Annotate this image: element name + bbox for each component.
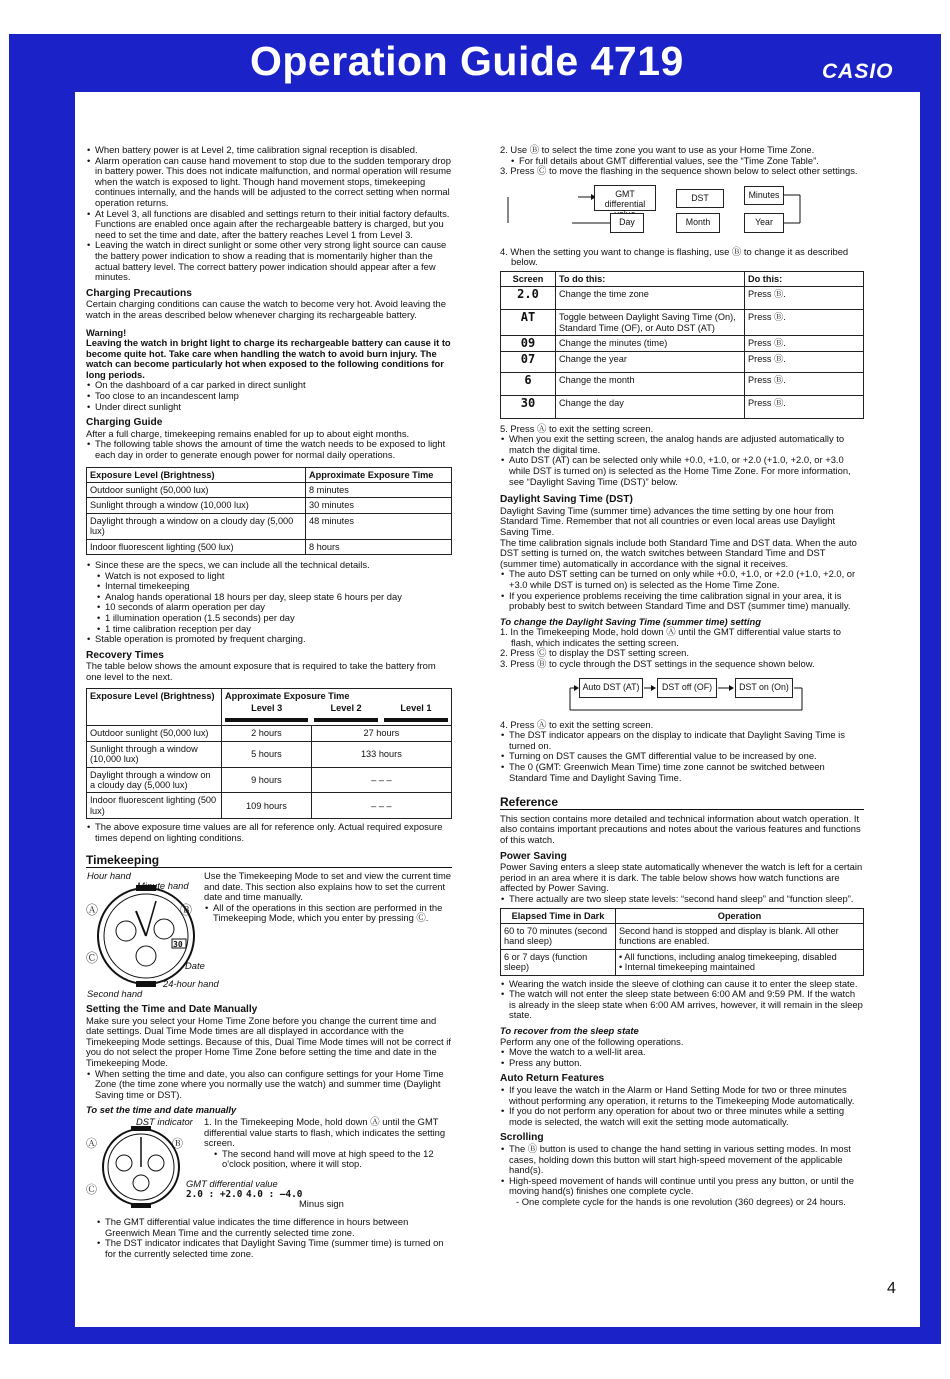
table-cell: Press Ⓑ. bbox=[745, 310, 864, 336]
screen-display: 30 bbox=[501, 395, 556, 418]
button-a-icon: Ⓐ bbox=[86, 903, 99, 918]
recover-subheading: To recover from the sleep state bbox=[500, 1024, 639, 1036]
paragraph: Make sure you select your Home Time Zone before you change the current time and date settings. Dual Time Mode times are all displayed in accordance with the Timekeeping Mode settings. Because of this, Dual Time Mode times will not be correct if you do not select the proper Home Time Zone before setting the time and date in the Timekeeping Mode. bbox=[86, 1014, 451, 1068]
list-item: • The DST indicator appears on the display to indicate that Daylight Saving Time is turned on. bbox=[509, 730, 864, 751]
set-time-step1 bbox=[204, 1117, 452, 1170]
right-column bbox=[500, 145, 864, 1207]
table-row bbox=[501, 395, 864, 418]
list-item: • The watch will not enter the sleep state between 6:00 AM and 9:59 PM. If the watch is already in the sleep state when 6:00 AM arrives, however, it will remain in the sleep state. bbox=[509, 989, 864, 1021]
warning-bullets bbox=[86, 380, 452, 412]
table-cell: 8 minutes bbox=[306, 483, 452, 498]
paragraph: The time calibration signals include both Standard Time and DST data. When the auto DST setting is turned on, the watch switches between Standard Time and DST (summer time) automatically in accordance with the signal it receives. bbox=[500, 536, 857, 569]
battery-bullets bbox=[86, 145, 452, 283]
page-title: Operation Guide 4719 bbox=[250, 38, 684, 84]
list-item: • Under direct sunlight bbox=[95, 402, 452, 413]
table-row bbox=[501, 287, 864, 310]
list-item: • Press any button. bbox=[509, 1058, 864, 1069]
table-row bbox=[87, 793, 452, 819]
table-header: Exposure Level (Brightness) bbox=[87, 688, 222, 726]
table-row bbox=[87, 726, 452, 741]
table-row bbox=[87, 483, 452, 498]
list-item: • Auto DST (AT) can be selected only while +0.0, +1.0, or +2.0 (+1.0, +2.0, or +3.0 while DST is turned on) is selected as the Home Time Zone. For more information, see “Daylight Saving Time (DST)” below. bbox=[509, 455, 864, 487]
table-cell: Change the day bbox=[556, 395, 745, 418]
table-row bbox=[501, 310, 864, 336]
table-row bbox=[501, 336, 864, 351]
paragraph: 3. Press Ⓒ to move the flashing in the sequence shown below to select other settings. bbox=[500, 165, 858, 177]
cycle-auto-dst: Auto DST (AT) bbox=[579, 678, 643, 698]
level-header: Level 2 bbox=[311, 701, 381, 726]
table-cell: Daylight through a window on a cloudy day (5,000 lux) bbox=[87, 767, 222, 793]
brand-logo: CASIO bbox=[822, 60, 894, 83]
paragraph: This section contains more detailed and technical information about watch operation. It also contains important precautions and notes about the various features and functions of this watch. bbox=[500, 812, 861, 845]
screen-display: AT bbox=[501, 310, 556, 336]
table-cell: Change the time zone bbox=[556, 287, 745, 310]
list-item: • The auto DST setting can be turned on only while +0.0, +1.0, or +2.0 (+1.0, +2.0, or +3.0 while DST is turned on) is selected as the Home Time Zone. bbox=[509, 569, 864, 590]
button-a-icon: Ⓐ bbox=[86, 1137, 97, 1150]
list-item: • Move the watch to a well-lit area. bbox=[509, 1047, 864, 1058]
warning-label: Warning! bbox=[86, 326, 127, 338]
paragraph: 2. Use Ⓑ to select the time zone you want to use as your Home Time Zone. bbox=[500, 144, 815, 155]
screen-display: 07 bbox=[501, 351, 556, 372]
table-cell: 8 hours bbox=[306, 539, 452, 554]
list-item: • If you leave the watch in the Alarm or Hand Setting Mode for two or three minutes without performing any operation, it returns to the Timekeeping Mode automatically. bbox=[509, 1085, 864, 1106]
list-item: • Leaving the watch in direct sunlight or some other very strong light source can cause the battery power indication to show a reading that is momentarily higher than the actual battery level. The correct battery power indication should appear after a few minutes. bbox=[95, 240, 452, 282]
list-item: • The second hand will move at high speed to the 12 o'clock position, where it will stop. bbox=[222, 1149, 452, 1170]
table-row bbox=[87, 767, 452, 793]
table-cell: Indoor fluorescent lighting (500 lux) bbox=[87, 793, 222, 819]
list-item: • When you exit the setting screen, the analog hands are adjusted automatically to match the digital time. bbox=[509, 434, 864, 455]
table-header: To do this: bbox=[556, 271, 745, 286]
table-cell: Press Ⓑ. bbox=[745, 351, 864, 372]
second-hand-label: Second hand bbox=[87, 988, 143, 1000]
table-cell: Toggle between Daylight Saving Time (On), Standard Time (OF), or Auto DST (AT) bbox=[556, 310, 745, 336]
gmt-differential-label: GMT differential value bbox=[186, 1177, 278, 1189]
table-cell: 5 hours bbox=[222, 741, 312, 767]
table-cell: 30 minutes bbox=[306, 498, 452, 513]
spec-list bbox=[86, 571, 452, 635]
table-cell: – – – bbox=[311, 767, 451, 793]
list-item: • For full details about GMT differential values, see the “Time Zone Table”. bbox=[519, 156, 864, 167]
table-row bbox=[87, 741, 452, 767]
paragraph: 1. In the Timekeeping Mode, hold down Ⓐ until the GMT differential value starts to flash, which indicates the setting screen. bbox=[204, 1115, 446, 1149]
scrolling-heading: Scrolling bbox=[500, 1132, 544, 1144]
table-header: Operation bbox=[616, 908, 864, 923]
list-item: • The GMT differential value indicates the time difference in hours between Greenwich Mean Time and the currently selected time zone. bbox=[105, 1217, 452, 1238]
table-header: Approximate Exposure Time bbox=[306, 467, 452, 482]
list-item: • Analog hands operational 18 hours per day, sleep state 6 hours per day bbox=[105, 592, 452, 603]
minute-hand-label: Minute hand bbox=[137, 880, 189, 892]
table-cell: Daylight through a window on a cloudy day (5,000 lux) bbox=[87, 513, 306, 539]
table-header: Do this: bbox=[745, 271, 864, 286]
warning-text: Leaving the watch in bright light to charge its rechargeable battery can cause it to become quite hot. Take care when handling the watch to avoid burn injury. The watch can become particularly hot when exposed to the following conditions for long periods. bbox=[86, 337, 451, 380]
table-cell bbox=[616, 949, 864, 975]
list-item: • Too close to an incandescent lamp bbox=[95, 391, 452, 402]
table-row bbox=[501, 351, 864, 372]
dst-indicator-label: DST indicator bbox=[136, 1115, 193, 1127]
list-item: • The 0 (GMT: Greenwich Mean Time) time zone cannot be switched between Standard Time and Daylight Saving Time. bbox=[509, 762, 864, 783]
table-cell: Change the month bbox=[556, 372, 745, 395]
table-cell: – – – bbox=[311, 793, 451, 819]
setting-heading: Setting the Time and Date Manually bbox=[86, 1004, 258, 1016]
timekeeping-heading: Timekeeping bbox=[86, 855, 452, 868]
paragraph: Use the Timekeeping Mode to set and view the current time and date. This section also explains how to set the current date and time manually. bbox=[204, 870, 451, 903]
table-cell: Press Ⓑ. bbox=[745, 395, 864, 418]
table-header: Approximate Exposure Time bbox=[222, 688, 452, 701]
reference-heading: Reference bbox=[500, 797, 864, 810]
table-header: Exposure Level (Brightness) bbox=[87, 467, 306, 482]
list-item: • 1 time calibration reception per day bbox=[105, 624, 452, 635]
date-label: Date bbox=[185, 960, 205, 972]
charging-precautions-heading: Charging Precautions bbox=[86, 287, 192, 299]
table-cell: 2 hours bbox=[222, 726, 312, 741]
list-item: • The following table shows the amount of time the watch needs to be exposed to light each day in order to generate enough power for normal daily operations. bbox=[95, 439, 452, 460]
level-header: Level 3 bbox=[222, 701, 312, 726]
table-cell: Second hand is stopped and display is blank. All other functions are enabled. bbox=[616, 923, 864, 949]
button-c-icon: Ⓒ bbox=[86, 951, 99, 966]
table-cell: Change the year bbox=[556, 351, 745, 372]
setting-sequence-diagram bbox=[500, 183, 864, 239]
paragraph: Power Saving enters a sleep state automatically whenever the watch is left for a certain period in an area where it is dark. The table below shows how watch functions are affected by Power Saving. bbox=[500, 861, 863, 894]
paragraph: 2. Press Ⓒ to display the DST setting screen. bbox=[500, 647, 689, 659]
list-item: • Turning on DST causes the GMT differential value to be increased by one. bbox=[509, 751, 864, 762]
auto-return-heading: Auto Return Features bbox=[500, 1073, 605, 1085]
sequence-day: Day bbox=[610, 213, 644, 233]
set-time-subheading: To set the time and date manually bbox=[86, 1104, 237, 1116]
table-row bbox=[501, 949, 864, 975]
paragraph: 1. In the Timekeeping Mode, hold down Ⓐ until the GMT differential value starts to flash, which indicates the setting screen. bbox=[500, 626, 841, 648]
cell-line: • Internal timekeeping maintained bbox=[619, 962, 756, 973]
button-b-icon: Ⓑ bbox=[172, 1137, 183, 1150]
screen-display: 6 bbox=[501, 372, 556, 395]
list-item: • High-speed movement of hands will continue until you press any button, or until the moving hand(s) finishes one complete cycle. bbox=[509, 1176, 864, 1197]
table-cell: Press Ⓑ. bbox=[745, 336, 864, 351]
table-cell: Outdoor sunlight (50,000 lux) bbox=[87, 726, 222, 741]
paragraph: 3. Press Ⓑ to cycle through the DST settings in the sequence shown below. bbox=[500, 658, 815, 670]
paragraph: Daylight Saving Time (summer time) advances the time setting by one hour from Standard Time. Remember that not all countries or even local areas use Daylight Saving Time. bbox=[500, 504, 836, 537]
list-item: • The Ⓑ button is used to change the hand setting in various setting modes. In most cases, holding down this button will start high-speed movement of the applicable hand(s). bbox=[509, 1144, 864, 1176]
left-column bbox=[86, 145, 452, 1259]
power-saving-table bbox=[500, 908, 864, 976]
table-cell: 60 to 70 minutes (second hand sleep) bbox=[501, 923, 616, 949]
level-header: Level 1 bbox=[381, 701, 452, 726]
list-item: • There actually are two sleep state levels: “second hand sleep” and “function sleep”. bbox=[509, 894, 864, 905]
gmt-example-plus: 2.0 : +2.0 bbox=[186, 1188, 243, 1200]
paragraph: 4. When the setting you want to change is flashing, use Ⓑ to change it as described below. bbox=[500, 245, 849, 268]
table-header: Screen bbox=[501, 271, 556, 286]
paragraph: Certain charging conditions can cause the watch to become very hot. Avoid leaving the watch in the areas described below whenever charging its rechargeable battery. bbox=[86, 298, 446, 320]
table-cell: Press Ⓑ. bbox=[745, 372, 864, 395]
list-item: • Internal timekeeping bbox=[105, 581, 452, 592]
list-item: • Stable operation is promoted by frequent charging. bbox=[95, 634, 452, 645]
charging-guide-heading: Charging Guide bbox=[86, 417, 163, 429]
table-cell: 9 hours bbox=[222, 767, 312, 793]
list-item: • Watch is not exposed to light bbox=[105, 571, 452, 582]
dst-heading: Daylight Saving Time (DST) bbox=[500, 494, 633, 506]
list-item: • 10 seconds of alarm operation per day bbox=[105, 602, 452, 613]
table-cell: 48 minutes bbox=[306, 513, 452, 539]
cell-line: • All functions, including analog timekeeping, disabled bbox=[619, 951, 837, 962]
screen-display: 09 bbox=[501, 336, 556, 351]
gmt-example-minus: 4.0 : –4.0 bbox=[246, 1188, 303, 1200]
table-cell: 109 hours bbox=[222, 793, 312, 819]
set-time-block bbox=[86, 1117, 452, 1215]
table-cell: Outdoor sunlight (50,000 lux) bbox=[87, 483, 306, 498]
sequence-dst: DST bbox=[676, 189, 724, 208]
cycle-dst-on: DST on (On) bbox=[735, 678, 793, 698]
timekeeping-intro bbox=[204, 871, 452, 924]
sequence-gmt: GMT differential bbox=[594, 185, 656, 211]
paragraph: The table below shows the amount exposure that is required to take the battery from one level to the next. bbox=[86, 660, 436, 682]
button-c-icon: Ⓒ bbox=[86, 1183, 97, 1196]
sequence-minutes: Minutes bbox=[744, 186, 784, 205]
table-header: Elapsed Time in Dark bbox=[501, 908, 616, 923]
list-item: • Since these are the specs, we can include all the technical details. bbox=[95, 560, 452, 571]
paragraph: 4. Press Ⓐ to exit the setting screen. bbox=[500, 718, 654, 730]
table-row bbox=[501, 372, 864, 395]
power-saving-heading: Power Saving bbox=[500, 850, 567, 862]
list-item: • When battery power is at Level 2, time calibration signal reception is disabled. bbox=[95, 145, 452, 156]
list-item: • When setting the time and date, you also can configure settings for your Home Time Zone (the time zone where you normally use the watch) and summer time (Daylight Saving time or DST). bbox=[95, 1069, 452, 1101]
list-item: • The DST indicator indicates that Daylight Saving Time (summer time) is turned on for the currently selected time zone. bbox=[105, 1238, 452, 1259]
minus-sign-label: Minus sign bbox=[299, 1197, 344, 1209]
table-cell: Indoor fluorescent lighting (500 lux) bbox=[87, 539, 306, 554]
table-cell: 6 or 7 days (function sleep) bbox=[501, 949, 616, 975]
list-item: • All of the operations in this section are performed in the Timekeeping Mode, which you enter by pressing Ⓒ. bbox=[213, 903, 452, 924]
table-row bbox=[87, 539, 452, 554]
list-item: • If you experience problems receiving the time calibration signal in your area, it is probably best to switch between Standard Time and DST (summer time) manually. bbox=[509, 591, 864, 612]
paragraph: - One complete cycle for the hands is one revolution (360 degrees) or 24 hours. bbox=[516, 1195, 846, 1207]
hour-hand-label: Hour hand bbox=[87, 870, 131, 882]
table-row bbox=[87, 513, 452, 539]
paragraph: After a full charge, timekeeping remains enabled for up to about eight months. bbox=[86, 427, 410, 439]
timekeeping-block bbox=[86, 871, 452, 1003]
paragraph: 5. Press Ⓐ to exit the setting screen. bbox=[500, 422, 654, 434]
dst-cycle-diagram bbox=[500, 676, 864, 718]
table-row bbox=[87, 498, 452, 513]
screen-display: 2.0 bbox=[501, 287, 556, 310]
table-cell: 133 hours bbox=[311, 741, 451, 767]
list-item: • On the dashboard of a car parked in direct sunlight bbox=[95, 380, 452, 391]
table-cell: Press Ⓑ. bbox=[745, 287, 864, 310]
list-item: • Alarm operation can cause hand movement to stop due to the sudden temporary drop in battery power. This does not indicate malfunction, and normal operation will resume when the watch is exposed to light. Though hand movement stops, timekeeping continues internally, and the hands will be adjusted to the correct setting when normal operation returns. bbox=[95, 156, 452, 209]
page-number: 4 bbox=[887, 1280, 896, 1297]
24-hour-hand-label: 24-hour hand bbox=[163, 978, 219, 990]
setting-table bbox=[500, 271, 864, 419]
table-row bbox=[501, 923, 864, 949]
recovery-table bbox=[86, 688, 452, 820]
list-item: • 1 illumination operation (1.5 seconds) per day bbox=[105, 613, 452, 624]
date-display: 30 bbox=[173, 940, 183, 950]
button-b-icon: Ⓑ bbox=[180, 903, 193, 918]
table-cell: 27 hours bbox=[311, 726, 451, 741]
list-item: • At Level 3, all functions are disabled and settings return to their initial factory defaults. Functions are enabled once again after the rechargeable battery is charged, but you need to set the time and date, after the battery reaches Level 1 from Level 3. bbox=[95, 209, 452, 241]
charging-table bbox=[86, 467, 452, 555]
sequence-year: Year bbox=[744, 213, 784, 233]
table-cell: Change the minutes (time) bbox=[556, 336, 745, 351]
list-item: • Wearing the watch inside the sleeve of clothing can cause it to enter the sleep state. bbox=[509, 979, 864, 990]
list-item: • If you do not perform any operation for about two or three minutes while a setting mode is selected, the watch will exit the setting mode automatically. bbox=[509, 1106, 864, 1127]
table-cell: Sunlight through a window (10,000 lux) bbox=[87, 741, 222, 767]
paragraph: Perform any one of the following operations. bbox=[500, 1035, 684, 1047]
recovery-heading: Recovery Times bbox=[86, 649, 164, 661]
cycle-dst-off: DST off (OF) bbox=[657, 678, 717, 698]
list-item: • The above exposure time values are all for reference only. Actual required exposure times depend on lighting conditions. bbox=[95, 822, 452, 843]
table-cell: Sunlight through a window (10,000 lux) bbox=[87, 498, 306, 513]
dst-subheading: To change the Daylight Saving Time (summer time) setting bbox=[500, 615, 761, 627]
sequence-month: Month bbox=[676, 213, 720, 233]
